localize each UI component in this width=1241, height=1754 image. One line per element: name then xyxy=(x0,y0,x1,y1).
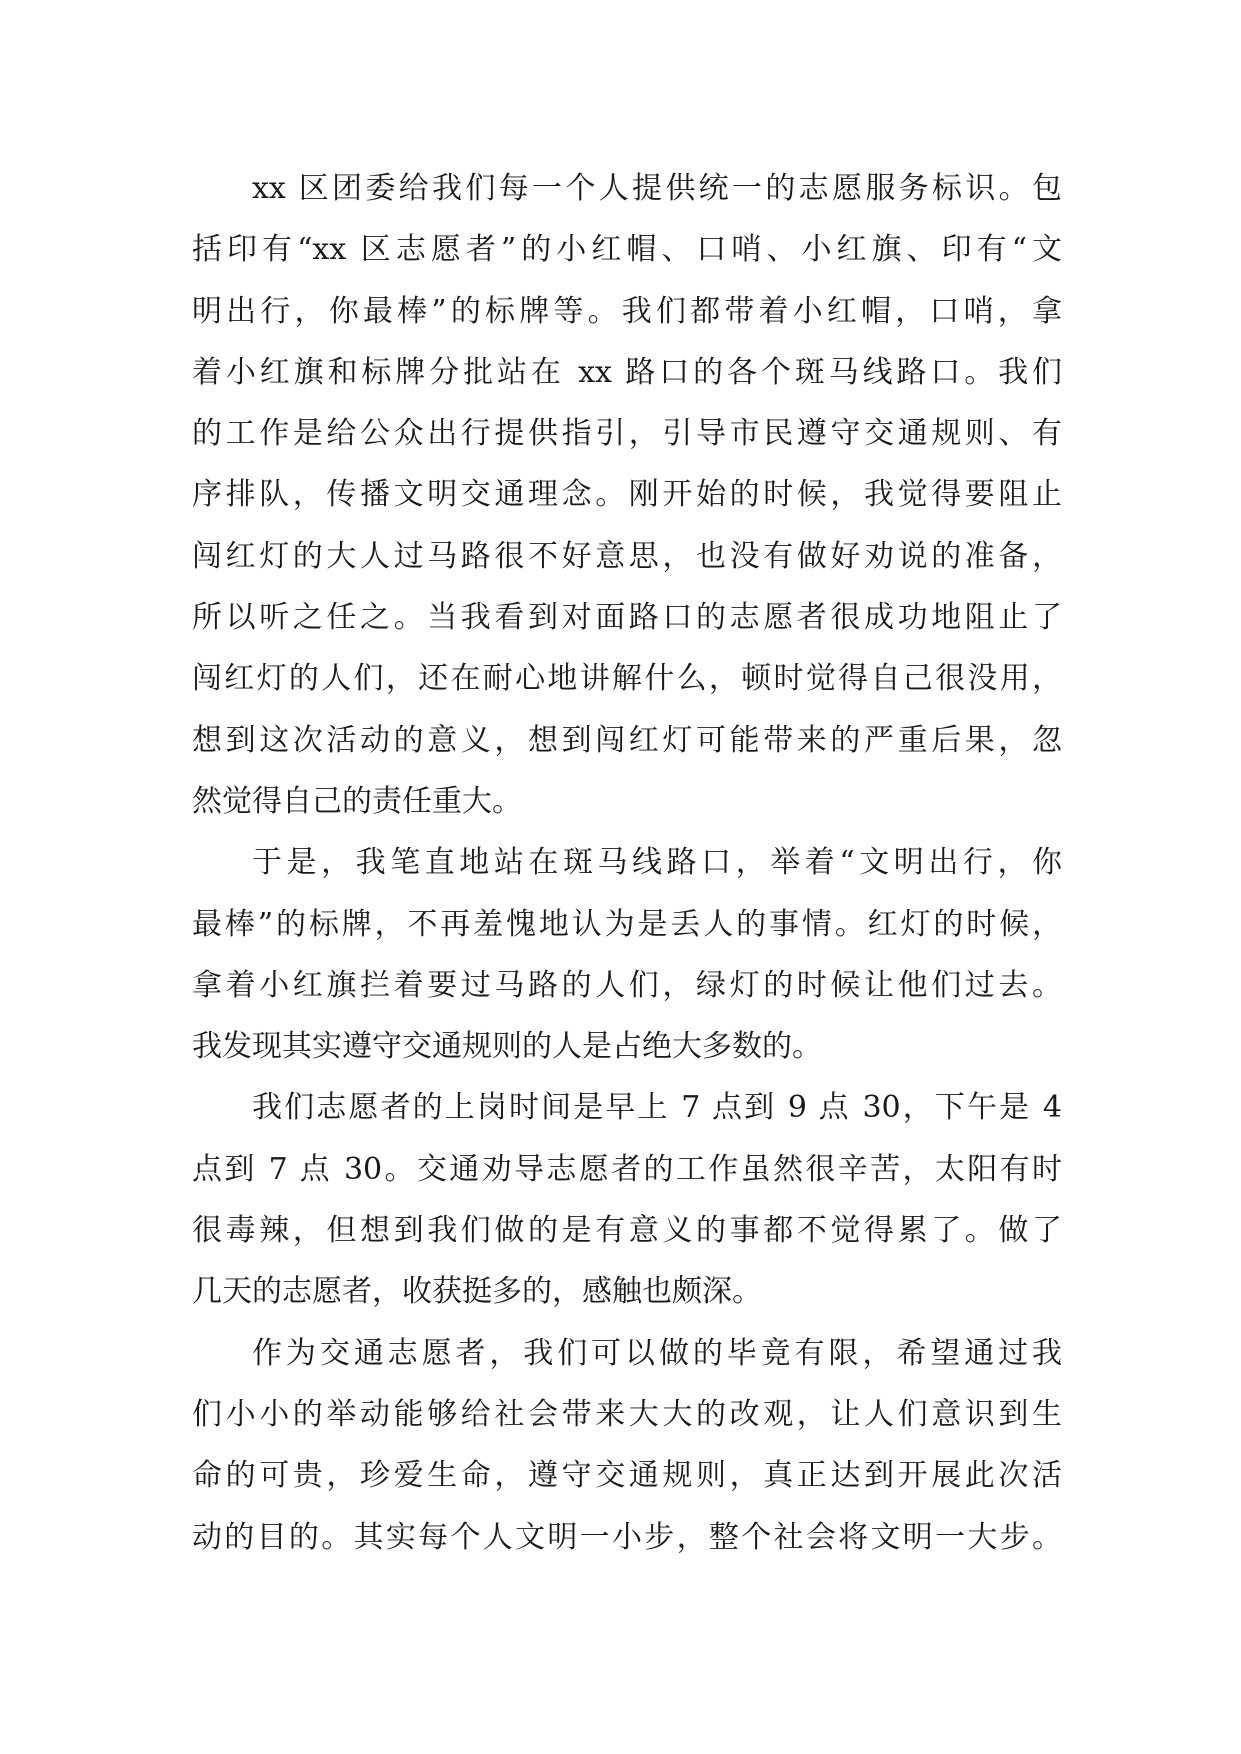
text-line: 我们志愿者的上岗时间是早上 7 点到 9 点 30，下午是 4 xyxy=(252,1090,1062,1126)
text-line: 明出行，你最棒”的标牌等。我们都带着小红帽，口哨，拿 xyxy=(192,293,1062,329)
text-line: 的工作是给公众出行提供指引，引导市民遵守交通规则、有 xyxy=(192,416,1062,452)
text-line: 于是，我笔直地站在斑马线路口，举着“文明出行，你 xyxy=(252,845,1062,881)
paragraph-1 xyxy=(192,158,1062,832)
text-line: 动的目的。其实每个人文明一小步，整个社会将文明一大步。 xyxy=(192,1519,1062,1555)
text-line: xx 区团委给我们每一个人提供统一的志愿服务标识。包 xyxy=(252,171,1062,206)
text-line: 几天的志愿者，收获挺多的，感触也颇深。 xyxy=(192,1274,762,1310)
text-line: 点到 7 点 30。交通劝导志愿者的工作虽然很辛苦，太阳有时 xyxy=(192,1151,1062,1187)
text-line: 闯红灯的人们，还在耐心地讲解什么，顿时觉得自己很没用， xyxy=(192,661,1062,697)
text-line: 们小小的举动能够给社会带来大大的改观，让人们意识到生 xyxy=(192,1396,1062,1432)
text-line: 括印有“xx 区志愿者”的小红帽、口哨、小红旗、印有“文 xyxy=(192,232,1062,268)
text-line: 很毒辣，但想到我们做的是有意义的事都不觉得累了。做了 xyxy=(192,1213,1062,1249)
text-line: 序排队，传播文明交通理念。刚开始的时候，我觉得要阻止 xyxy=(192,477,1062,513)
text-line: 命的可贵，珍爱生命，遵守交通规则，真正达到开展此次活 xyxy=(192,1458,1062,1494)
document-body xyxy=(192,158,1062,1568)
text-line: 想到这次活动的意义，想到闯红灯可能带来的严重后果，忽 xyxy=(192,722,1062,758)
text-line: 我发现其实遵守交通规则的人是占绝大多数的。 xyxy=(192,1029,822,1065)
text-line: 拿着小红旗拦着要过马路的人们，绿灯的时候让他们过去。 xyxy=(192,967,1062,1003)
text-line: 闯红灯的大人过马路很不好意思，也没有做好劝说的准备， xyxy=(192,538,1062,574)
paragraph-4 xyxy=(192,1323,1062,1568)
text-line: 然觉得自己的责任重大。 xyxy=(192,783,522,819)
text-line: 作为交通志愿者，我们可以做的毕竟有限，希望通过我 xyxy=(252,1335,1062,1371)
text-line: 所以听之任之。当我看到对面路口的志愿者很成功地阻止了 xyxy=(192,600,1062,636)
paragraph-3 xyxy=(192,1077,1062,1322)
paragraph-2 xyxy=(192,832,1062,1077)
text-line: 最棒”的标牌，不再羞愧地认为是丢人的事情。红灯的时候， xyxy=(192,906,1062,942)
text-line: 着小红旗和标牌分批站在 xx 路口的各个斑马线路口。我们 xyxy=(192,354,1062,390)
